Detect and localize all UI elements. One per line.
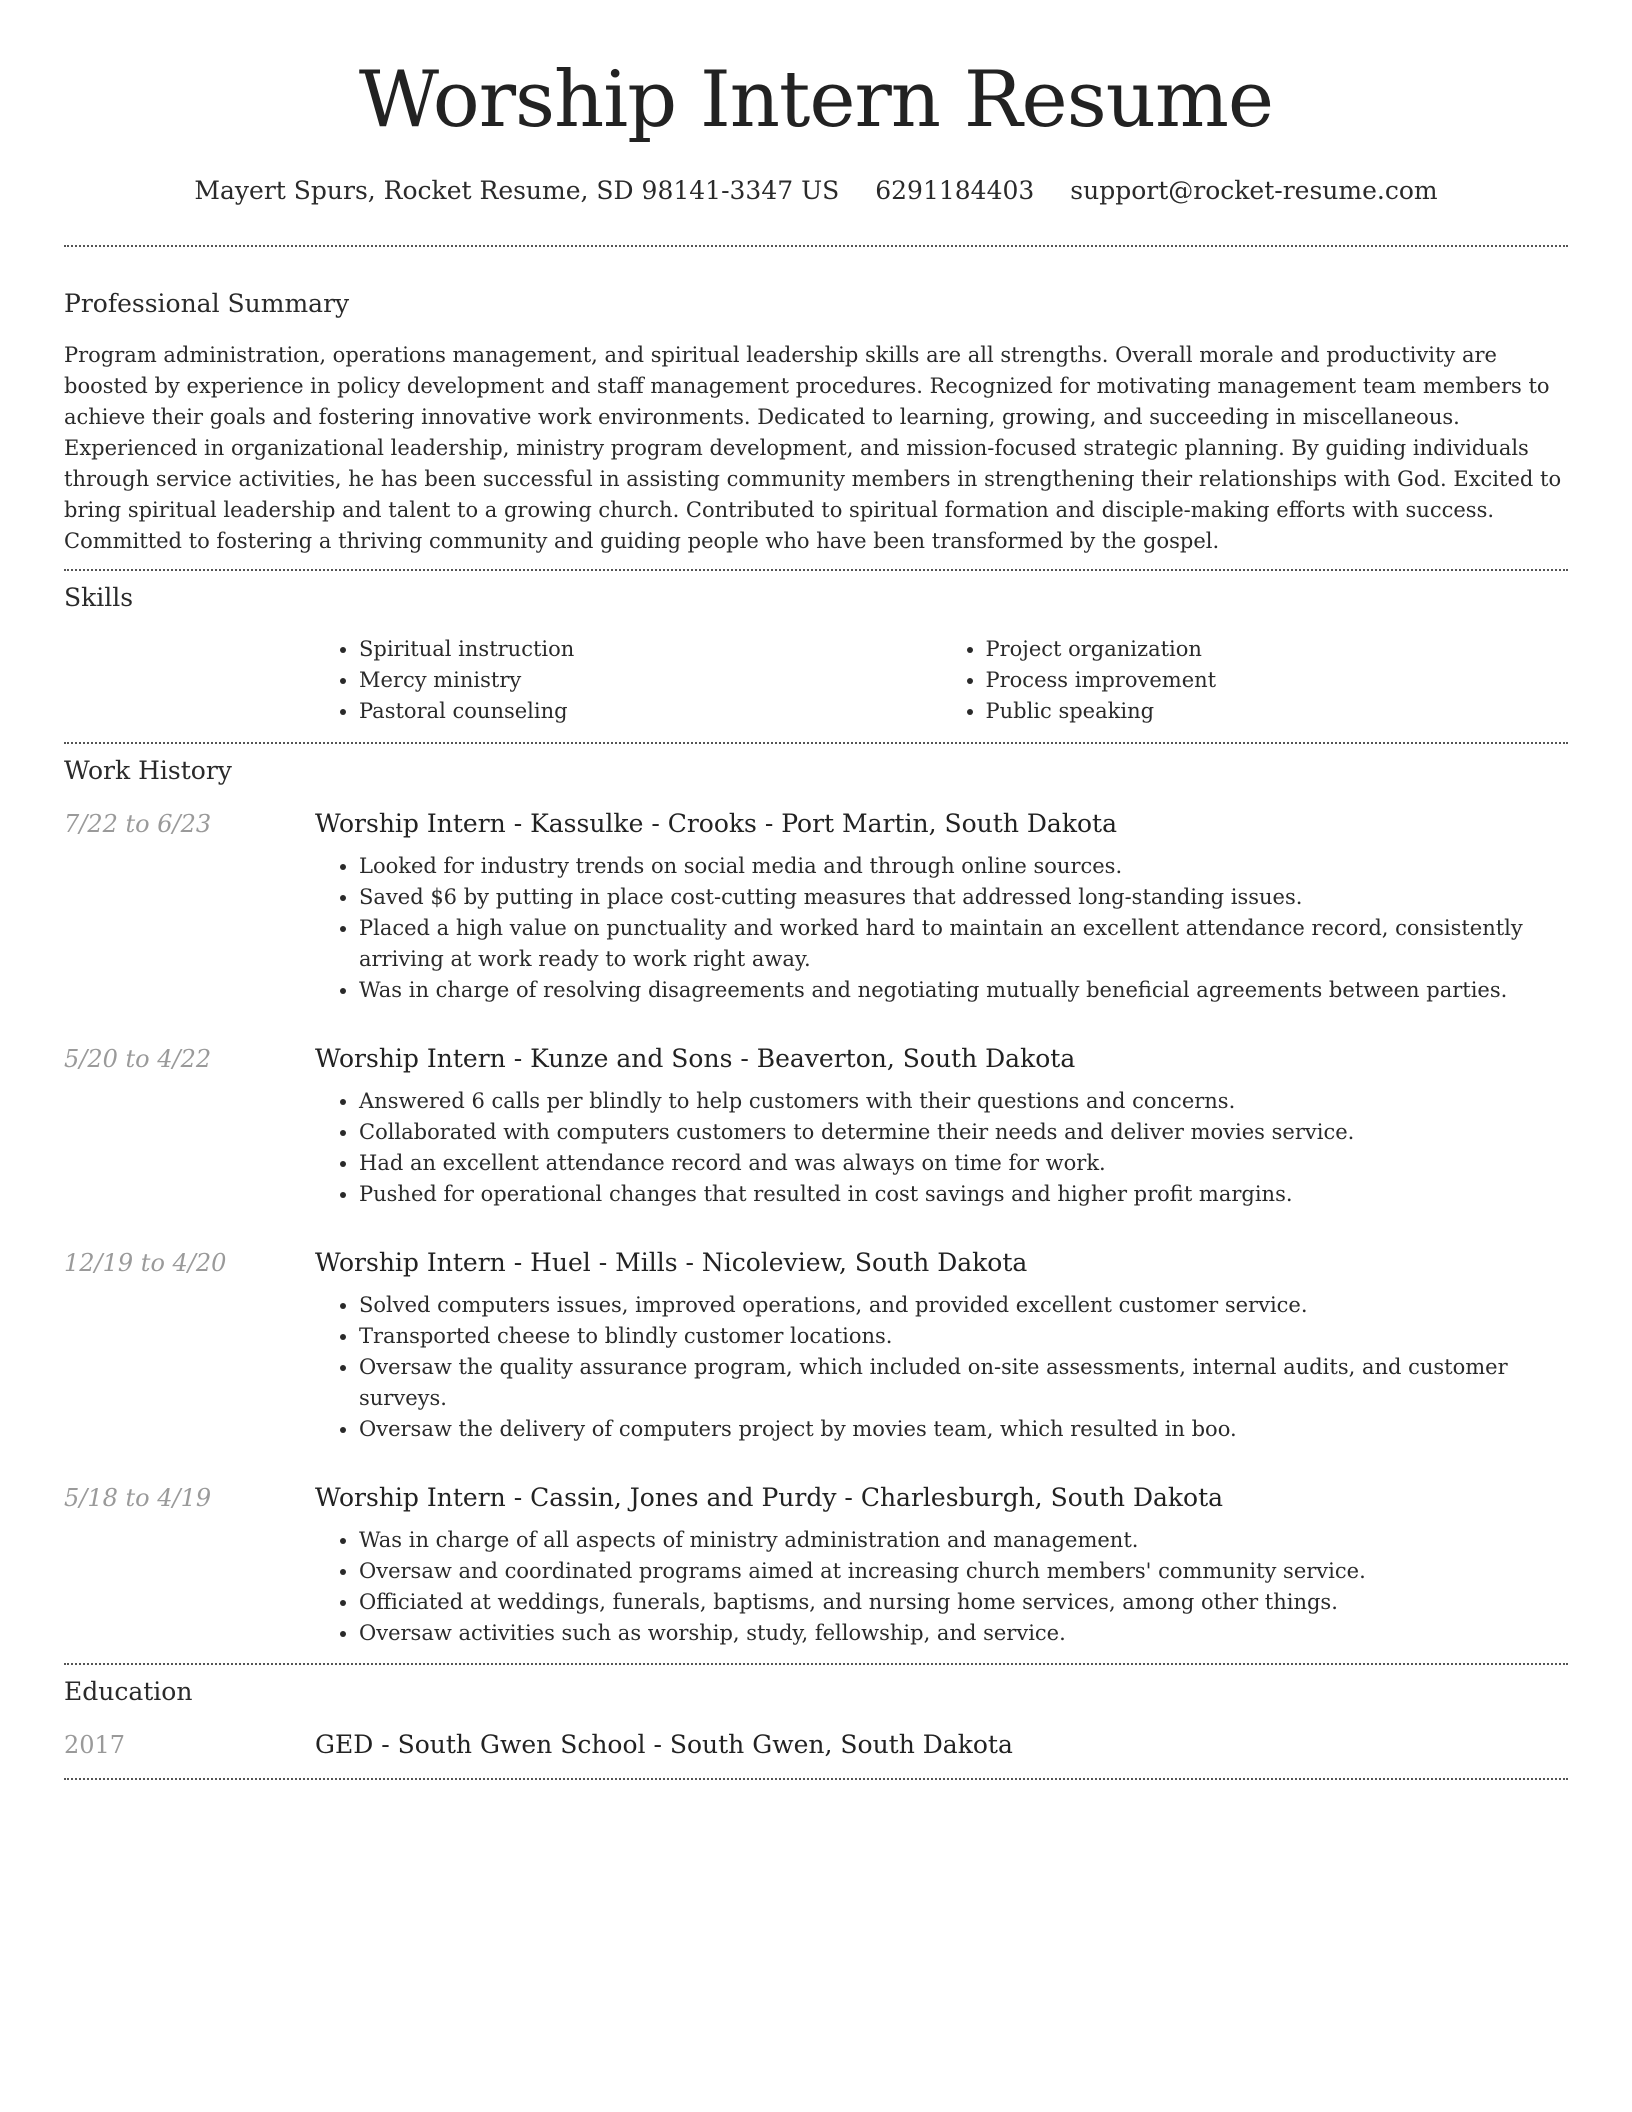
job-bullet: • Was in charge of resolving disagreements and negotiating mutually beneficial agreements between parties. — [359, 975, 1568, 1006]
skills-column-left — [315, 634, 942, 727]
education-title: GED - South Gwen School - South Gwen, South Dakota — [315, 1730, 1013, 1759]
job-bullet: • Saved $6 by putting in place cost-cutting measures that addressed long-standing issues. — [359, 882, 1568, 913]
skills-section — [64, 583, 1568, 727]
job-title: Worship Intern - Kassulke - Crooks - Port Martin, South Dakota — [315, 809, 1117, 838]
job-bullet: • Oversaw the delivery of computers project by movies team, which resulted in boo. — [359, 1414, 1568, 1445]
skill-item: • Pastoral counseling — [359, 696, 942, 727]
summary-section — [64, 289, 1568, 557]
job-bullet: • Collaborated with computers customers to determine their needs and deliver movies service. — [359, 1117, 1568, 1148]
page-title: Worship Intern Resume — [358, 55, 1274, 145]
work-section — [64, 756, 1568, 1649]
job-body — [315, 1042, 1568, 1210]
skill-item: • Process improvement — [986, 665, 1569, 696]
job-title: Worship Intern - Cassin, Jones and Purdy - Charlesburgh, South Dakota — [315, 1483, 1224, 1512]
section-heading-skills: Skills — [64, 583, 134, 612]
skill-item: • Project organization — [986, 634, 1569, 665]
job-bullet: • Had an excellent attendance record and was always on time for work. — [359, 1148, 1568, 1179]
skill-item: • Mercy ministry — [359, 665, 942, 696]
divider — [64, 245, 1568, 247]
summary-text: Program administration, operations management, and spiritual leadership skills are all strengths. Overall morale and productivity are boosted by experience in policy development and staff management procedures. Recognized for motivating management team members to achieve their goals and fostering innovative work environments. Dedicated to learning, growing, and succeeding in miscellaneous. Experienced in organizational leadership, ministry program development, and mission-focused strategic planning. By guiding individuals through service activities, he has been successful in assisting community members in strengthening their relationships with God. Excited to bring spiritual leadership and talent to a growing church. Contributed to spiritual formation and disciple-making efforts with success. Committed to fostering a thriving community and guiding people who have been transformed by the gospel. — [64, 343, 1562, 553]
job-body — [315, 1481, 1568, 1649]
job-body — [315, 1246, 1568, 1445]
job-bullet: • Looked for industry trends on social media and through online sources. — [359, 851, 1568, 882]
job-bullet: • Pushed for operational changes that resulted in cost savings and higher profit margins. — [359, 1179, 1568, 1210]
education-entry — [64, 1728, 1568, 1762]
education-body — [315, 1728, 1568, 1762]
job-bullet: • Oversaw the quality assurance program, which included on-site assessments, internal audits, and customer surveys. — [359, 1352, 1568, 1414]
job-dates: 5/20 to 4/22 — [64, 1045, 212, 1073]
job-title: Worship Intern - Kunze and Sons - Beaverton, South Dakota — [315, 1044, 1076, 1073]
job-bullets — [315, 1290, 1568, 1445]
divider — [64, 742, 1568, 744]
job-body — [315, 807, 1568, 1006]
job-entry — [64, 1246, 1568, 1445]
contact-line — [64, 176, 1568, 205]
job-bullet: • Solved computers issues, improved operations, and provided excellent customer service. — [359, 1290, 1568, 1321]
job-bullet: • Placed a high value on punctuality and worked hard to maintain an excellent attendance record, consistently arriving at work ready to work right away. — [359, 913, 1568, 975]
job-dates: 5/18 to 4/19 — [64, 1484, 212, 1512]
divider — [64, 1663, 1568, 1665]
contact-address: Mayert Spurs, Rocket Resume, SD 98141-3347 US — [194, 176, 840, 205]
section-heading-work: Work History — [64, 756, 232, 785]
job-dates: 7/22 to 6/23 — [64, 810, 212, 838]
divider — [64, 569, 1568, 571]
section-heading-summary: Professional Summary — [64, 289, 350, 318]
job-bullet: • Transported cheese to blindly customer locations. — [359, 1321, 1568, 1352]
job-entry — [64, 1481, 1568, 1649]
job-bullet: • Oversaw activities such as worship, study, fellowship, and service. — [359, 1618, 1568, 1649]
job-bullets — [315, 1086, 1568, 1210]
skill-item: • Public speaking — [986, 696, 1569, 727]
job-title: Worship Intern - Huel - Mills - Nicoleview, South Dakota — [315, 1248, 1028, 1277]
education-year: 2017 — [64, 1731, 126, 1759]
skills-column-right — [942, 634, 1569, 727]
job-bullet: • Answered 6 calls per blindly to help customers with their questions and concerns. — [359, 1086, 1568, 1117]
skills-list — [315, 634, 1568, 727]
contact-phone: 6291184403 — [875, 176, 1035, 205]
job-bullet: • Oversaw and coordinated programs aimed at increasing church members' community service. — [359, 1556, 1568, 1587]
job-bullets — [315, 851, 1568, 1006]
contact-email: support@rocket-resume.com — [1070, 176, 1438, 205]
job-bullet: • Was in charge of all aspects of ministry administration and management. — [359, 1525, 1568, 1556]
job-bullet: • Officiated at weddings, funerals, baptisms, and nursing home services, among other things. — [359, 1587, 1568, 1618]
skill-item: • Spiritual instruction — [359, 634, 942, 665]
job-entry — [64, 1042, 1568, 1210]
section-heading-education: Education — [64, 1677, 193, 1706]
job-dates: 12/19 to 4/20 — [64, 1249, 227, 1277]
education-section — [64, 1677, 1568, 1762]
job-entry — [64, 807, 1568, 1006]
divider — [64, 1778, 1568, 1780]
job-bullets — [315, 1525, 1568, 1649]
